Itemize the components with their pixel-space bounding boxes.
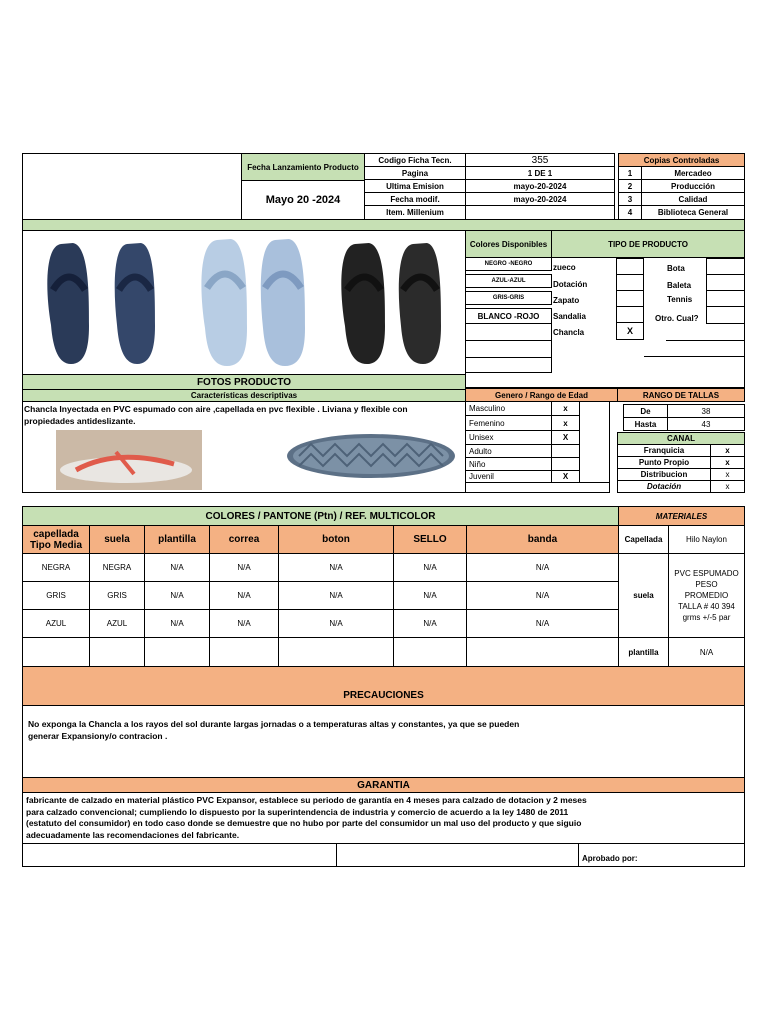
- product-description: Chancla Inyectada en PVC espumado con aire ,capellada en pvc flexible . Liviana y flexible con propiedades antideslizante.: [24, 404, 408, 426]
- copy-name-4: Biblioteca General: [641, 205, 745, 220]
- type-box-chancla: X: [616, 322, 644, 340]
- table-cell: N/A: [209, 609, 279, 638]
- type-zueco: zueco: [553, 263, 576, 272]
- gender-femenino: Femenino: [465, 415, 552, 431]
- copy-num-2: 2: [618, 179, 642, 193]
- gender-mark-juvenil: X: [551, 470, 580, 483]
- col-header-suela: suela: [89, 525, 145, 554]
- gender-mark-unisex: X: [551, 430, 580, 445]
- field-label-item: Item. Millenium: [364, 205, 466, 220]
- table-cell: N/A: [466, 581, 619, 610]
- channel-title: CANAL: [617, 432, 745, 445]
- color-available-1: NEGRO -NEGRO: [465, 257, 552, 271]
- field-value-modified: mayo-20-2024: [465, 192, 615, 206]
- col-header-sello: SELLO: [393, 525, 467, 554]
- material-suela: suela: [618, 553, 669, 638]
- channel-dotacion: Dotación: [617, 480, 711, 493]
- color-available-empty-3: [465, 357, 552, 373]
- characteristics-title: Características descriptivas: [22, 389, 466, 402]
- type-box-bota: [706, 258, 745, 275]
- col-header-capellada: capellada Tipo Media: [22, 525, 90, 554]
- table-cell-empty: [89, 637, 145, 667]
- type-dotacion: Dotación: [553, 280, 588, 289]
- table-cell-empty: [466, 637, 619, 667]
- precautions-box: [22, 705, 745, 778]
- col-header-boton: boton: [278, 525, 394, 554]
- material-capellada-value: Hilo Naylon: [668, 525, 745, 554]
- material-plantilla: plantilla: [618, 637, 669, 667]
- launch-date: Mayo 20 -2024: [241, 180, 365, 220]
- color-available-3: GRIS-GRIS: [465, 291, 552, 305]
- table-cell: NEGRA: [89, 553, 145, 582]
- copy-name-2: Producción: [641, 179, 745, 193]
- table-cell-empty: [278, 637, 394, 667]
- gender-unisex: Unisex: [465, 430, 552, 445]
- channel-mark-franquicia: x: [710, 444, 745, 457]
- field-value-code: 355: [465, 153, 615, 167]
- type-box-zapato: [616, 290, 644, 307]
- type-otro: Otro. Cual?: [655, 314, 699, 323]
- gender-juvenil: Juvenil: [465, 470, 552, 483]
- copy-num-3: 3: [618, 192, 642, 206]
- color-available-empty-1: [465, 323, 552, 341]
- table-cell: AZUL: [22, 609, 90, 638]
- table-cell: N/A: [466, 553, 619, 582]
- materials-title: MATERIALES: [618, 506, 745, 526]
- table-cell: N/A: [393, 581, 467, 610]
- characteristics-area: [22, 401, 466, 493]
- type-box-sandalia: [616, 306, 644, 323]
- approval-cell-1: [22, 843, 337, 867]
- type-baleta: Baleta: [667, 281, 692, 290]
- product-type-title: TIPO DE PRODUCTO: [551, 230, 745, 258]
- size-to-value: 43: [667, 417, 745, 431]
- copy-num-1: 1: [618, 166, 642, 180]
- material-suela-value: PVC ESPUMADO PESO PROMEDIO TALLA # 40 394 grms +/-5 par: [668, 553, 745, 638]
- channel-mark-dotacion: x: [710, 480, 745, 493]
- table-cell: N/A: [393, 609, 467, 638]
- precautions-title: PRECAUCIONES: [22, 666, 745, 706]
- table-cell: N/A: [278, 581, 394, 610]
- field-value-page: 1 DE 1: [465, 166, 615, 180]
- type-box-zueco: [616, 258, 644, 275]
- channel-distribucion: Distribucion: [617, 468, 711, 481]
- gender-mark-adulto: [551, 444, 580, 458]
- col-header-banda: banda: [466, 525, 619, 554]
- type-tennis: Tennis: [667, 295, 693, 304]
- channel-mark-punto-propio: x: [710, 456, 745, 469]
- field-value-emission: mayo-20-2024: [465, 179, 615, 193]
- table-cell: N/A: [278, 553, 394, 582]
- warranty-title: GARANTIA: [22, 777, 745, 793]
- table-cell: AZUL: [89, 609, 145, 638]
- colors-table-title: COLORES / PANTONE (Ptn) / REF. MULTICOLOR: [22, 506, 619, 526]
- black-sandal-pair: [341, 243, 441, 364]
- copies-title: Copias Controladas: [618, 153, 745, 167]
- table-cell-empty: [209, 637, 279, 667]
- size-from-label: De: [623, 404, 668, 418]
- table-cell: GRIS: [89, 581, 145, 610]
- size-to-label: Hasta: [623, 417, 668, 431]
- table-cell: N/A: [209, 553, 279, 582]
- gender-empty-row: [465, 482, 610, 493]
- lightblue-sandal-pair: [201, 239, 305, 366]
- type-zapato: Zapato: [553, 296, 580, 305]
- copy-name-3: Calidad: [641, 192, 745, 206]
- table-cell: N/A: [144, 581, 210, 610]
- table-cell: N/A: [144, 553, 210, 582]
- channel-mark-distribucion: x: [710, 468, 745, 481]
- gender-title: Genero / Rango de Edad: [465, 388, 618, 402]
- warranty-box: [22, 792, 745, 844]
- type-bota: Bota: [667, 264, 685, 273]
- sandal-photos: [23, 230, 465, 375]
- gender-adulto: Adulto: [465, 444, 552, 458]
- material-capellada: Capellada: [618, 525, 669, 554]
- sole-photo: [285, 428, 457, 484]
- approval-label: Aprobado por:: [578, 843, 745, 867]
- navy-sandal-pair: [47, 243, 155, 364]
- field-value-item: [465, 205, 615, 220]
- table-cell: GRIS: [22, 581, 90, 610]
- field-label-modified: Fecha modif.: [364, 192, 466, 206]
- col-header-plantilla: plantilla: [144, 525, 210, 554]
- photo-area: [22, 230, 466, 375]
- copy-name-1: Mercadeo: [641, 166, 745, 180]
- field-label-emission: Ultima Emision: [364, 179, 466, 193]
- channel-franquicia: Franquicia: [617, 444, 711, 457]
- size-from-value: 38: [667, 404, 745, 418]
- gender-nino: Niño: [465, 457, 552, 471]
- table-cell: N/A: [209, 581, 279, 610]
- channel-punto-propio: Punto Propio: [617, 456, 711, 469]
- red-sandal-photo: [56, 430, 202, 490]
- gender-mark-nino: [551, 457, 580, 471]
- photos-title: FOTOS PRODUCTO: [22, 374, 466, 390]
- color-available-4: BLANCO -ROJO: [465, 308, 552, 324]
- color-available-empty-2: [465, 340, 552, 358]
- table-cell: N/A: [144, 609, 210, 638]
- table-cell-empty: [393, 637, 467, 667]
- copy-num-4: 4: [618, 205, 642, 220]
- type-sandalia: Sandalia: [553, 312, 586, 321]
- table-cell: N/A: [393, 553, 467, 582]
- field-label-page: Pagina: [364, 166, 466, 180]
- colors-available-title: Colores Disponibles: [465, 230, 552, 258]
- launch-label: Fecha Lanzamiento Producto: [241, 153, 365, 181]
- gender-mark-femenino: x: [551, 415, 580, 431]
- material-plantilla-value: N/A: [668, 637, 745, 667]
- col-header-correa: correa: [209, 525, 279, 554]
- logo-box: [22, 153, 242, 220]
- table-cell-empty: [22, 637, 90, 667]
- type-box-tennis: [706, 290, 745, 307]
- type-box-dotacion: [616, 274, 644, 291]
- gender-masculino: Masculino: [465, 401, 552, 416]
- sizes-title: RANGO DE TALLAS: [617, 388, 745, 402]
- table-cell: NEGRA: [22, 553, 90, 582]
- table-cell: N/A: [466, 609, 619, 638]
- table-cell: N/A: [278, 609, 394, 638]
- gender-mark-masculino: x: [551, 401, 580, 416]
- precautions-text: No exponga la Chancla a los rayos del sol durante largas jornadas o a temperaturas altas y constantes, ya que se pueden generar Expansiony/o contracion .: [28, 719, 520, 741]
- approval-cell-2: [336, 843, 579, 867]
- type-box-otro: [706, 306, 745, 324]
- field-label-code: Codigo Ficha Tecn.: [364, 153, 466, 167]
- type-box-baleta: [706, 274, 745, 291]
- table-cell-empty: [144, 637, 210, 667]
- type-chancla: Chancla: [553, 328, 585, 337]
- warranty-text: fabricante de calzado en material plástico PVC Expansor, establece su periodo de garantía en 4 meses para calzado de dotacion y 2 meses para calzado convencional; cumpliendo lo dispuesto por la superintendencia de industria y comercio de acuerdo a la ley 1480 de 2011 (estatuto del consumidor) en todo caso donde se demuestre que no hubo por parte del consumidor un mal uso del producto y que siguio adecuadamente las recomendaciones del fabricante.: [26, 795, 587, 840]
- color-available-2: AZUL-AZUL: [465, 274, 552, 288]
